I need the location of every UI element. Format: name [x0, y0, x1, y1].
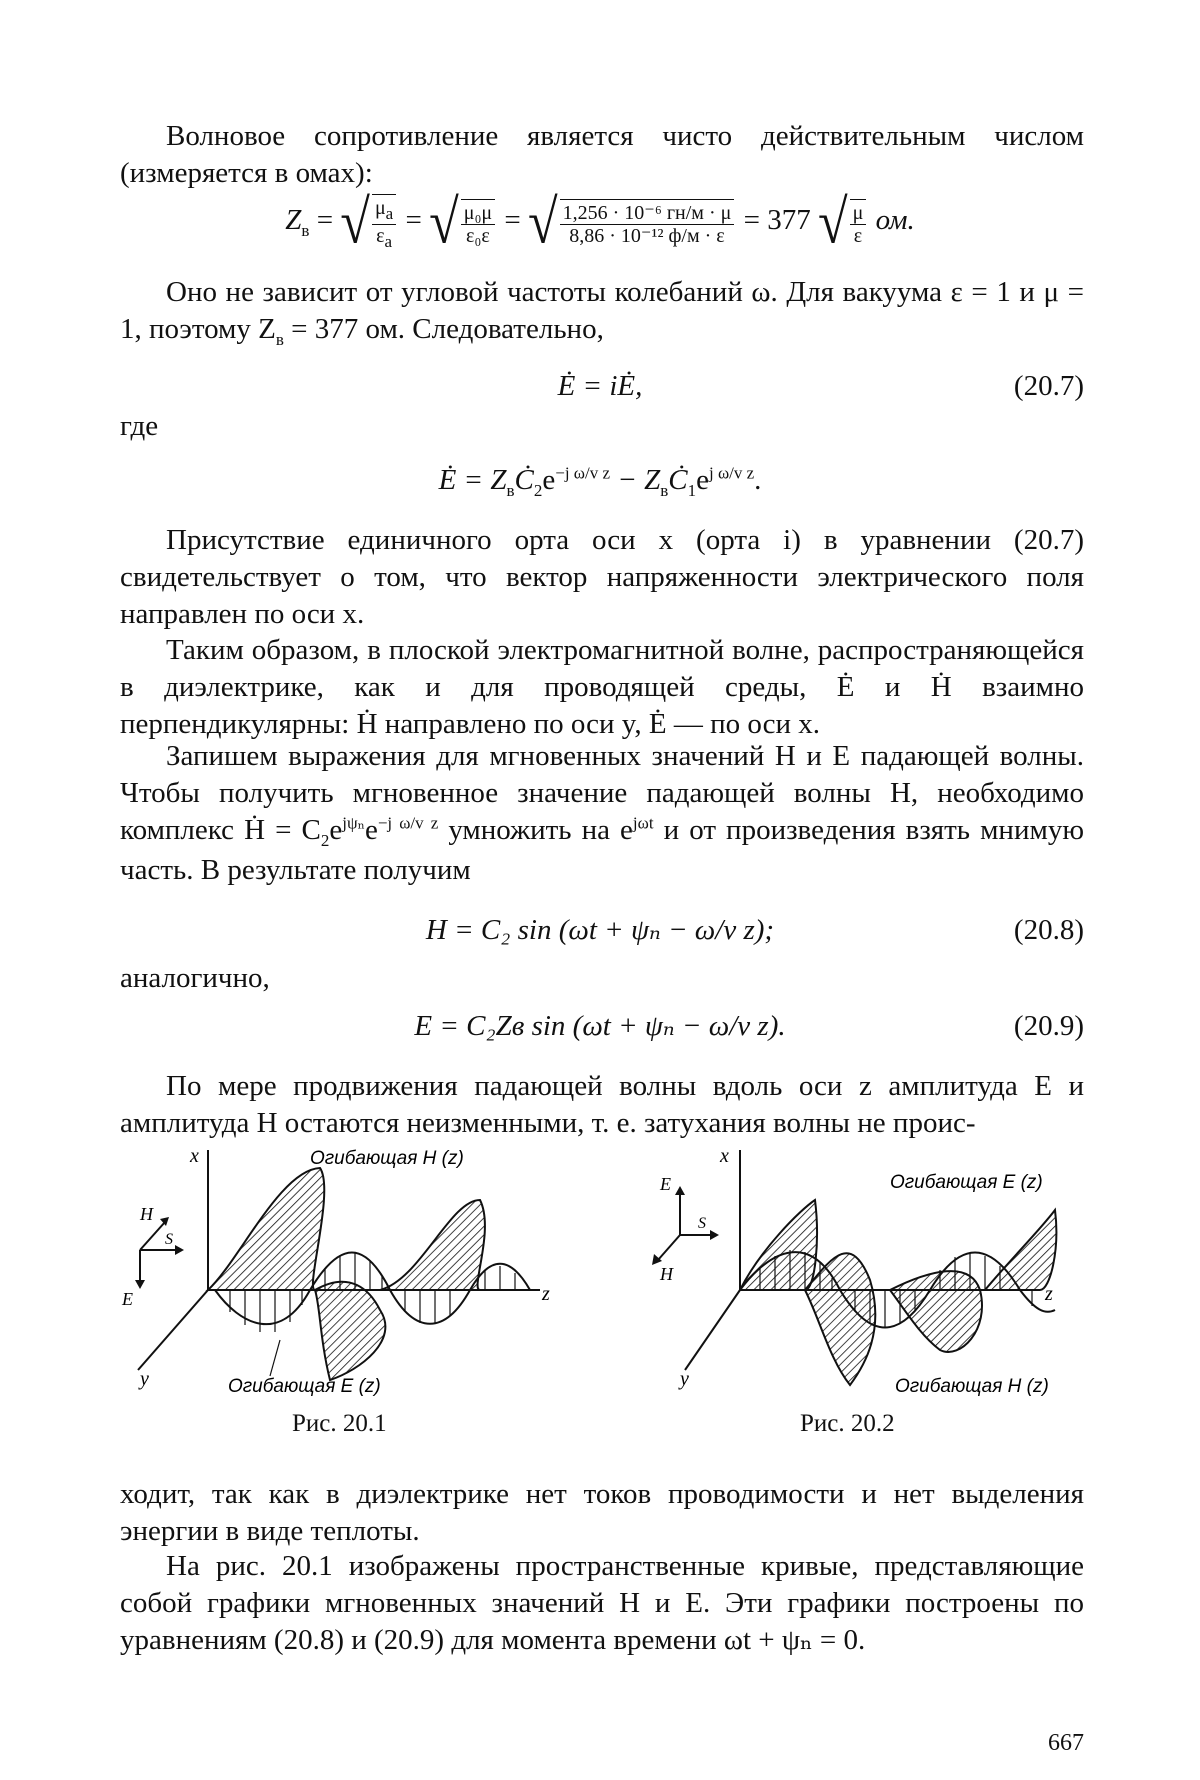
analog-label: аналогично,: [120, 962, 270, 994]
frac-2: $\frac{\text{μ₀μ}}{\text{ε₀ε}}$: [461, 199, 495, 247]
equation-20-7: Ė = iĖ,: [557, 370, 643, 402]
fig2-vec-h: H: [660, 1264, 673, 1284]
paragraph-wave-impedance: Волновое сопротивление является чисто действительным числом (измеряется в омах):: [120, 120, 1084, 190]
figure-20-2-caption: Рис. 20.2: [800, 1410, 895, 1437]
where-label: где: [120, 410, 159, 442]
equation-number-20-7: (20.7): [1013, 370, 1084, 402]
axis-y-line: [685, 1290, 740, 1370]
figure-20-2: [640, 1140, 1090, 1400]
fig2-label-top: Огибающая E (z): [890, 1172, 1043, 1193]
fig2-axis-x: x: [720, 1145, 729, 1167]
frac-1: $\frac{\mu_а}{\varepsilon_а}$: [372, 194, 396, 251]
paragraph-propagation-start: По мере продвижения падающей волны вдоль оси z амплитуда E и амплитуда H остаются неизменными, т. е. затухания волны не проис-: [120, 1070, 1084, 1140]
page-number: 667: [1048, 1730, 1084, 1756]
paragraph-unit-vector: Присутствие единичного орта оси x (орта i) в уравнении (20.7) свидетельствует о том, что вектор напряженности электрического поля направлен по оси x.: [120, 524, 1084, 631]
formula-zv: $Z_в$ = √ $\frac{\mu_а}{\varepsilon_а}$ = √ $\frac{\text{μ₀μ}}{\text{ε₀ε}}$ = √ $\frac{\text{1,256 · 10⁻⁶ гн/м · μ}}{\text{8,86 · 10⁻¹² ф/м · ε}}$ = 377 √ $\frac{\mu}{\varepsilon}$ ом.: [285, 187, 915, 257]
fig2-vec-e: E: [660, 1174, 671, 1194]
paragraph-instantaneous: Запишем выражения для мгновенных значений H и E падающей волны. Чтобы получить мгновенное значение падающей волны H, необходимо комплекс Ḣ = $C_2e^{j\psi_n}e^{-j \omega/v z}$ умножить на $e^{j\omega t}$ и от произведения взять мнимую часть. В результате получим: [120, 740, 1084, 886]
figure-20-1: [120, 1140, 590, 1400]
fig1-axis-z: z: [542, 1283, 550, 1305]
axis-y-line: [138, 1290, 208, 1370]
fig1-label-bottom: Огибающая E (z): [228, 1376, 381, 1397]
paragraph-plane-wave: Таким образом, в плоской электромагнитной волне, распространяющейся в диэлектрике, как и для проводящей среды, Ė и Ḣ взаимно перпендикулярны: Ḣ направлено по оси y, Ė — по оси x.: [120, 634, 1084, 741]
equation-number-20-8: (20.8): [1013, 914, 1084, 946]
fig2-axis-z: z: [1045, 1283, 1053, 1305]
fig1-axis-y: y: [140, 1368, 149, 1390]
frac-3: $\frac{\text{1,256 · 10⁻⁶ гн/м · μ}}{\text{8,86 · 10⁻¹² ф/м · ε}}$: [560, 199, 735, 247]
equation-20-8: H = C₂ sin (ωt + ψₙ − ω/v z);: [425, 914, 775, 946]
fig2-vec-s: S: [698, 1215, 706, 1232]
fig1-vec-s: S: [165, 1231, 173, 1248]
fig2-axis-y: y: [680, 1368, 689, 1390]
equation-20-9: E = C₂Zв sin (ωt + ψₙ − ω/v z).: [414, 1010, 786, 1042]
fig1-label-top: Огибающая H (z): [310, 1148, 464, 1169]
paragraph-figure-description: На рис. 20.1 изображены пространственные кривые, представляющие собой графики мгновенных значений H и E. Эти графики построены по уравнениям (20.8) и (20.9) для момента времени ωt + ψₙ = 0.: [120, 1550, 1084, 1657]
equation-number-20-9: (20.9): [1013, 1010, 1084, 1042]
equation-E-complex: Ė = $Z_вĊ_2e^{-j \omega/v z}$ − $Z_вĊ_1e^{j \omega/v z}$.: [438, 463, 762, 500]
paragraph-frequency: Оно не зависит от угловой частоты колебаний ω. Для вакуума ε = 1 и μ = 1, поэтому $Z_в = 377$ ом. Следовательно,: [120, 276, 1084, 349]
fig1-vec-h: H: [140, 1204, 153, 1224]
figure-20-1-caption: Рис. 20.1: [292, 1410, 387, 1437]
frac-4: $\frac{\mu}{\varepsilon}$: [850, 199, 867, 247]
fig1-vec-e: E: [122, 1289, 133, 1309]
fig1-axis-x: x: [190, 1145, 199, 1167]
paragraph-propagation-end: ходит, так как в диэлектрике нет токов проводимости и нет выделения энергии в виде теплоты.: [120, 1478, 1084, 1548]
fig2-label-bottom: Огибающая H (z): [895, 1376, 1049, 1397]
